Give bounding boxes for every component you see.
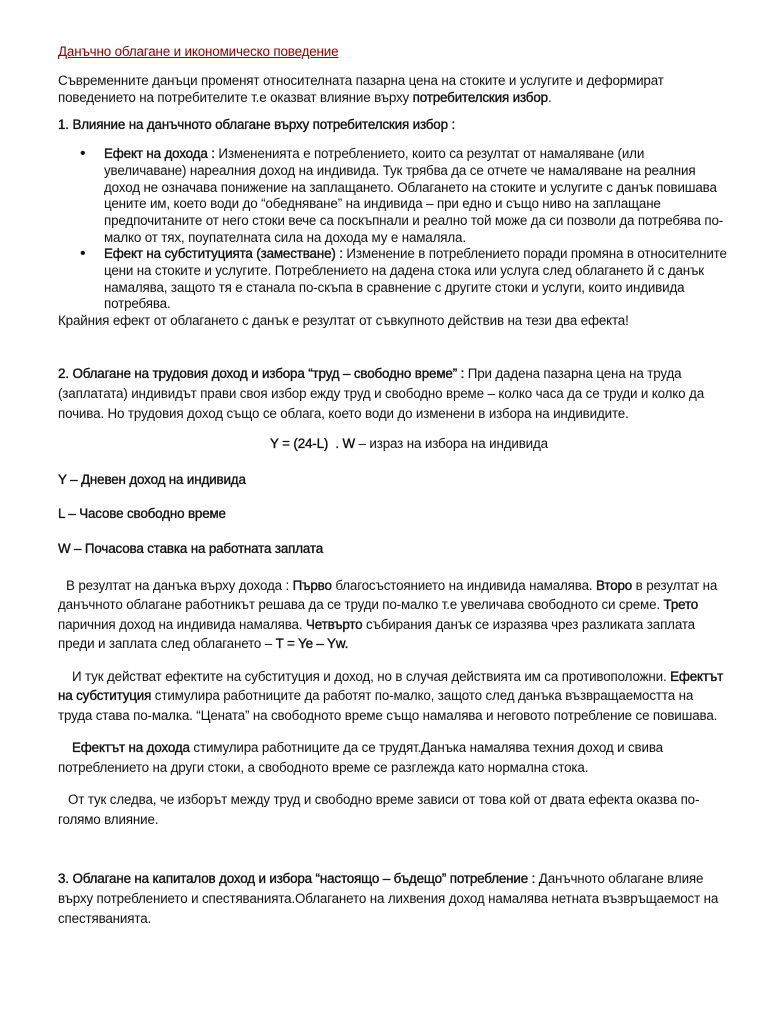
formula-expression: Y = (24-L) . W [270, 435, 355, 451]
section2-heading: 2. Облагане на трудовия доход и избора “труд – свободно време” : [58, 365, 465, 381]
substitution-text-1: И тук действат ефектите на субституция и доход, но в случая действията им са противоположни. [72, 668, 671, 684]
list-item-income-effect [104, 146, 730, 246]
income-paragraph [58, 738, 730, 777]
document-body [58, 44, 730, 929]
income-effect-term: Ефектът на дохода [72, 740, 190, 756]
formula-line [58, 436, 730, 453]
section3-text: Данъчното облагане влияе върху потреблението и спестяванията.Облагането на лихвения доход намалява нетната възвръщаемост на спестяванията. [58, 871, 719, 927]
tax-results-text-3: в резултат на данъчното облагане работникът решава да се труди по-малко т.е увеличава свободното си среме. [58, 577, 718, 613]
tax-results-paragraph [58, 576, 730, 654]
section2-paragraph [58, 364, 730, 424]
intro-bold-term: потребителския избор [412, 89, 548, 105]
intro-text: Съвременните данъци променят относителната пазарна цена на стоките и услугите и деформират поведението на потребителите т.е оказват влияние върху [58, 73, 664, 105]
document-title: Данъчно облагане и икономическо поведение [58, 44, 339, 59]
substitution-paragraph [58, 667, 730, 726]
effects-list [58, 146, 730, 313]
conclusion-paragraph: От тук следва, че изборът между труд и свободно време зависи от това кой от двата ефекта оказва по-голямо влияние. [58, 792, 700, 827]
section1-conclusion: Крайния ефект от облагането с данък е резултат от съвкупното действив на тези два ефекта! [58, 313, 629, 329]
substitution-effect-text: Изменение в потреблението поради промяна в относителните цени на стоките и услугите. Потреблението на дадена стока или услуга след облагането й с данък намалява, защото тя е станала по-скъпа в сравнение с другите стоки и услуги, които индивида потребява. [104, 246, 727, 312]
tax-results-first: Първо [292, 577, 332, 593]
list-item-substitution-effect [104, 246, 730, 313]
intro-paragraph [58, 73, 730, 106]
tax-formula: T = Ye – Yw. [275, 636, 349, 652]
formula-description: – израз на избора на индивида [354, 435, 548, 451]
tax-results-text-4: паричния доход на индивида намалява. [58, 616, 306, 632]
section3-heading: 3. Облагане на капиталов доход и избора “настоящо – бъдещо” потребление : [58, 871, 536, 887]
section1-heading: 1. Влияние на данъчното облагане върху потребителския избор : [58, 117, 456, 133]
substitution-effect-label: Ефект на субституцията (заместване) : [104, 246, 343, 262]
substitution-effect-term: Ефектът на субституция [58, 668, 724, 704]
definitions [58, 472, 730, 558]
tax-results-text-2: благосъстоянието на индивида намалява. [331, 577, 597, 593]
income-effect-text: Измененията е потреблението, които са резултат от намаляване (или увеличаване) нареалния доход на индивида. Тук трябва да се отчете че намаляване на реалния доход не означава понижение на заплащането. Облагането на стоките и услугите с данък повишава цените им, което води до “обедняване” на индивида – при едно и също ниво на заплащане предпочитаните от него стоки вече са поскъпнали и реално той може да си позволи да потребява по-малко от тях, поупателната сила на дохода му е намаляла. [104, 146, 724, 245]
tax-results-third: Трето [663, 597, 699, 613]
tax-results-text-1: В резултат на данъка върху дохода : [66, 577, 293, 593]
definition-l: L – Часове свободно време [58, 506, 226, 522]
income-effect-label: Ефект на дохода : [104, 146, 215, 162]
tax-results-fourth: Четвърто [305, 616, 363, 632]
section3-paragraph [58, 869, 730, 929]
income-text: стимулира работниците да се трудят.Данъка намалява техния доход и свива потреблението на други стоки, а свободното време се разглежда като нормална стока. [58, 740, 663, 775]
definition-y: Y – Дневен доход на индивида [58, 471, 246, 487]
definition-w: W – Почасова ставка на работната заплата [58, 540, 324, 556]
tax-results-second: Второ [596, 577, 633, 593]
intro-end: . [547, 89, 552, 105]
substitution-text-2: стимулира работниците да работят по-малко, защото след данъка възвращаемостта на труда става по-малка. “Цената” на свободното време също намалява и неговото потребление се повишава. [58, 688, 718, 723]
section2-text: При дадена пазарна цена на труда (заплатата) индивидът прави своя избор ежду труд и свободно време – колко часа да се труди и колко да почива. Но трудовия доход също се облага, което води до изменени в избора на индивидите. [58, 365, 704, 421]
tax-results-text-5: събирания данък се изразява чрез разликата заплата преди и заплата след облагането – [58, 616, 695, 652]
